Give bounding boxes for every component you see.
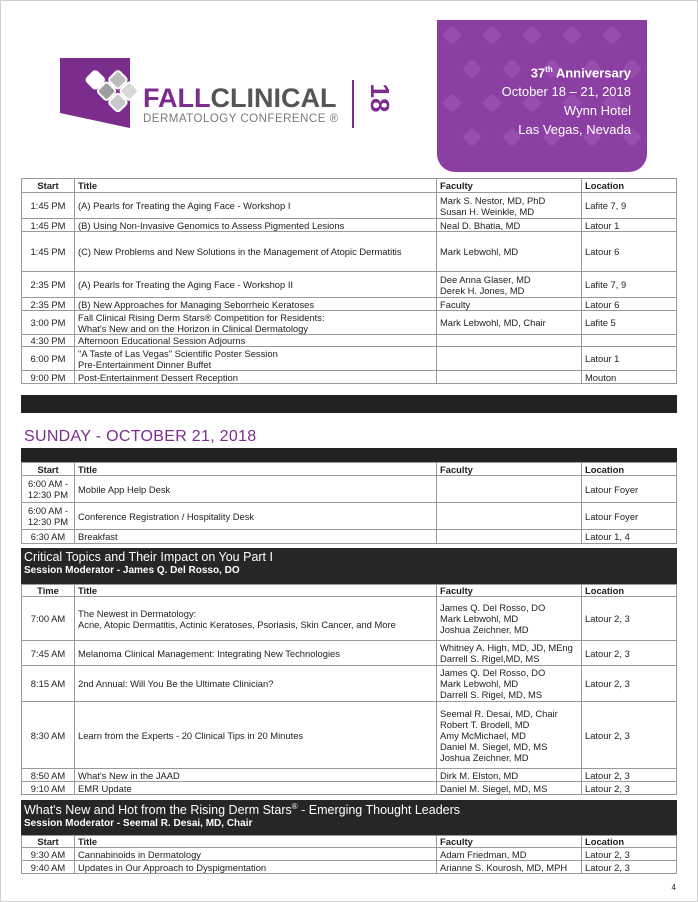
col-title: Title: [75, 179, 437, 193]
anniversary-sup: th: [545, 65, 553, 74]
session-header-rising-derm-stars: [21, 800, 677, 835]
cell-start: [22, 503, 75, 530]
cell-location: Latour 2, 3: [582, 597, 677, 641]
anniversary: [502, 60, 631, 82]
session1-schedule-table: [21, 584, 677, 795]
cell-faculty: [437, 335, 582, 347]
cell-start: [22, 335, 75, 347]
faculty-name: Mark Lebwohl, MD, Chair: [440, 317, 546, 328]
faculty-name: Mark Lebwohl, MD: [440, 678, 519, 689]
cell-start: [22, 219, 75, 232]
cell-title: [75, 371, 437, 384]
cell-start: [22, 371, 75, 384]
cell-title: [75, 311, 437, 335]
session-title-text: (B) New Approaches for Managing Seborrheic Keratoses: [78, 298, 315, 310]
session-title-text: What's New and on the Horizon in Clinical Dermatology: [78, 322, 309, 334]
table-row: [22, 861, 677, 874]
cell-location: Latour Foyer: [582, 476, 677, 503]
col-faculty: Faculty: [437, 585, 582, 597]
start-time: 7:00 AM: [30, 613, 66, 624]
start-time: 2:35 PM: [30, 279, 66, 290]
cell-faculty: [437, 371, 582, 384]
cell-faculty: [437, 782, 582, 795]
table-header-row: [22, 585, 677, 597]
session-title-sup: ®: [291, 802, 298, 811]
faculty-name: Whitney A. High, MD, JD, MEng: [440, 642, 573, 653]
cell-title: [75, 476, 437, 503]
faculty-name: Adam Friedman, MD: [440, 848, 527, 860]
table-row: [22, 219, 677, 232]
cell-faculty: [437, 702, 582, 769]
session-title-text: Conference Registration / Hospitality Desk: [78, 510, 255, 522]
cell-location: Lafite 7, 9: [582, 193, 677, 219]
col-start: Start: [22, 836, 75, 848]
cell-start: [22, 530, 75, 544]
cell-title: [75, 861, 437, 874]
session-title: Critical Topics and Their Impact on You Part I: [24, 550, 273, 564]
table-row: [22, 476, 677, 503]
session-title-text: Acne, Atopic Dermatitis, Actinic Keratoses, Psoriasis, Skin Cancer, and More: [78, 618, 396, 630]
table-row: [22, 311, 677, 335]
faculty-name: James Q. Del Rosso, DO: [440, 667, 546, 678]
faculty-name: James Q. Del Rosso, DO: [440, 602, 546, 613]
start-time: 9:00 PM: [30, 371, 66, 383]
anniversary-label: Anniversary: [552, 65, 631, 81]
cell-faculty: [437, 666, 582, 702]
faculty-name: Mark Lebwohl, MD: [440, 613, 519, 624]
table-row: [22, 597, 677, 641]
start-time: 1:45 PM: [30, 200, 66, 211]
cell-start: [22, 272, 75, 298]
cell-start: [22, 232, 75, 272]
session2-schedule-table: [21, 835, 677, 874]
session-title-text: (A) Pearls for Treating the Aging Face - Workshop II: [78, 279, 294, 290]
faculty-name: Dirk M. Elston, MD: [440, 769, 519, 781]
table-row: [22, 347, 677, 371]
table-row: [22, 848, 677, 861]
session-header-critical-topics: [21, 548, 677, 584]
session-title-text: Melanoma Clinical Management: Integrating New Technologies: [78, 647, 340, 659]
start-time: 4:30 PM: [30, 335, 66, 346]
cell-location: Latour 1: [582, 347, 677, 371]
cell-location: Mouton: [582, 371, 677, 384]
table-row: [22, 769, 677, 782]
table-header-row: [22, 179, 677, 193]
faculty-name: Daniel M. Siegel, MD, MS: [440, 740, 548, 752]
col-time: Time: [22, 585, 75, 597]
cell-start: [22, 782, 75, 795]
cell-title: [75, 848, 437, 861]
saturday-schedule-table: [21, 178, 677, 384]
cell-start: [22, 641, 75, 666]
start-time: 3:00 PM: [30, 317, 66, 328]
faculty-name: Mark Lebwohl, MD: [440, 246, 519, 257]
start-time: 6:00 AM -: [27, 478, 69, 489]
start-time: 1:45 PM: [30, 219, 66, 231]
session-title-text: Fall Clinical Rising Derm Stars® Competition for Residents:: [78, 311, 325, 323]
session-title-text: EMR Update: [78, 782, 132, 794]
cell-location: Latour 2, 3: [582, 782, 677, 795]
cell-location: Latour 1, 4: [582, 530, 677, 544]
faculty-name: Arianne S. Kourosh, MD, MPH: [440, 861, 568, 873]
anniversary-num: 37: [530, 65, 546, 81]
start-time: 9:30 AM: [30, 848, 66, 860]
table-row: [22, 530, 677, 544]
cell-location: [582, 335, 677, 347]
cell-start: [22, 347, 75, 371]
table-row: [22, 371, 677, 384]
banner-text: [502, 60, 631, 139]
col-title: Title: [75, 463, 437, 476]
cell-location: Latour 1: [582, 219, 677, 232]
faculty-name: Amy McMichael, MD: [440, 729, 526, 741]
cell-location: Latour 2, 3: [582, 861, 677, 874]
start-time: 9:10 AM: [30, 782, 66, 794]
brand-divider: [352, 80, 354, 128]
cell-location: Latour 2, 3: [582, 666, 677, 702]
cell-start: [22, 861, 75, 874]
col-title: Title: [75, 585, 437, 597]
col-location: Location: [582, 179, 677, 193]
faculty-name: Neal D. Bhatia, MD: [440, 219, 521, 231]
brand-mark: ®: [329, 113, 339, 125]
table-header-row: [22, 463, 677, 476]
col-faculty: Faculty: [437, 836, 582, 848]
cell-faculty: [437, 597, 582, 641]
table-row: [22, 641, 677, 666]
cell-title: [75, 641, 437, 666]
faculty-name: Derek H. Jones, MD: [440, 284, 525, 296]
event-venue: Wynn Hotel: [563, 103, 631, 119]
cell-start: [22, 769, 75, 782]
cell-title: [75, 193, 437, 219]
cell-title: [75, 782, 437, 795]
faculty-name: Mark S. Nestor, MD, PhD: [440, 194, 546, 206]
cell-location: Latour Foyer: [582, 503, 677, 530]
col-faculty: Faculty: [437, 179, 582, 193]
start-time: 12:30 PM: [27, 516, 69, 527]
cell-faculty: [437, 219, 582, 232]
cell-title: [75, 702, 437, 769]
session-title-text: 2nd Annual: Will You Be the Ultimate Clinician?: [78, 678, 274, 689]
start-time: 8:50 AM: [30, 769, 66, 781]
cell-faculty: [437, 769, 582, 782]
cell-faculty: [437, 503, 582, 530]
table-row: [22, 232, 677, 272]
cell-title: [75, 503, 437, 530]
session-title-b: - Emerging Thought Leaders: [297, 803, 461, 818]
cell-start: [22, 298, 75, 311]
col-location: Location: [582, 585, 677, 597]
col-location: Location: [582, 463, 677, 476]
session-title-text: Pre-Entertainment Dinner Buffet: [78, 358, 212, 370]
start-time: 12:30 PM: [27, 489, 69, 500]
session-title-text: Post-Entertainment Dessert Reception: [78, 371, 238, 383]
cell-start: [22, 476, 75, 503]
cell-faculty: [437, 476, 582, 503]
faculty-name: Joshua Zeichner, MD: [440, 624, 529, 635]
start-time: 1:45 PM: [30, 246, 66, 257]
cell-faculty: [437, 848, 582, 861]
cell-title: [75, 232, 437, 272]
cell-title: [75, 272, 437, 298]
session-title-text: What's New in the JAAD: [78, 769, 180, 781]
start-time: 6:00 AM -: [27, 505, 69, 516]
start-time: 9:40 AM: [30, 861, 66, 873]
brand-year: 18: [365, 83, 395, 113]
cell-location: Latour 2, 3: [582, 769, 677, 782]
session-title-text: Afternoon Educational Session Adjourns: [78, 335, 246, 346]
session-title: [21, 800, 677, 817]
session-title-text: Learn from the Experts - 20 Clinical Tips in 20 Minutes: [78, 729, 304, 741]
session-moderator: Session Moderator - James Q. Del Rosso, DO: [24, 565, 240, 576]
faculty-name: Daniel M. Siegel, MD, MS: [440, 782, 548, 794]
cell-title: [75, 219, 437, 232]
cell-title: [75, 597, 437, 641]
cell-faculty: [437, 861, 582, 874]
table-row: [22, 272, 677, 298]
cell-faculty: [437, 347, 582, 371]
cell-location: Lafite 5: [582, 311, 677, 335]
cell-start: [22, 597, 75, 641]
sunday-top-bar: [21, 448, 677, 462]
session-title-text: Breakfast: [78, 531, 118, 542]
session-title-text: Mobile App Help Desk: [78, 483, 171, 495]
brand-sub: DERMATOLOGY CONFERENCE: [143, 113, 326, 125]
section-divider-bar: [21, 395, 677, 413]
col-faculty: Faculty: [437, 463, 582, 476]
session-moderator: Session Moderator - Seemal R. Desai, MD, Chair: [24, 818, 253, 830]
session-title-text: (C) New Problems and New Solutions in the Management of Atopic Dermatitis: [78, 246, 402, 257]
faculty-name: Joshua Zeichner, MD: [440, 751, 529, 763]
cell-title: [75, 666, 437, 702]
session-title-text: (A) Pearls for Treating the Aging Face - Workshop I: [78, 200, 291, 211]
table-row: [22, 666, 677, 702]
cell-faculty: [437, 530, 582, 544]
cell-start: [22, 702, 75, 769]
cell-start: [22, 311, 75, 335]
session-title-text: The Newest in Dermatology:: [78, 607, 197, 619]
brand-clinical: CLINICAL: [210, 83, 337, 113]
start-time: 7:45 AM: [30, 647, 66, 659]
cell-title: [75, 347, 437, 371]
session-title-a: What's New and Hot from the Rising Derm Stars: [24, 803, 292, 818]
event-dates: October 18 – 21, 2018: [501, 84, 631, 100]
table-row: [22, 782, 677, 795]
table-row: [22, 702, 677, 769]
session-title-text: "A Taste of Las Vegas" Scientific Poster Session: [78, 347, 278, 359]
cell-start: [22, 193, 75, 219]
start-time: 2:35 PM: [30, 298, 66, 310]
table-row: [22, 193, 677, 219]
col-location: Location: [582, 836, 677, 848]
sunday-schedule-table: [21, 462, 677, 544]
cell-location: Latour 6: [582, 298, 677, 311]
faculty-name: Susan H. Weinkle, MD: [440, 205, 535, 217]
cell-title: [75, 335, 437, 347]
cell-location: Latour 2, 3: [582, 702, 677, 769]
cell-title: [75, 298, 437, 311]
cell-location: Latour 2, 3: [582, 848, 677, 861]
cell-location: Latour 6: [582, 232, 677, 272]
faculty-name: Robert T. Brodell, MD: [440, 718, 530, 730]
cell-title: [75, 530, 437, 544]
table-row: [22, 298, 677, 311]
day-heading-sunday: SUNDAY - OCTOBER 21, 2018: [24, 428, 257, 445]
table-row: [22, 335, 677, 347]
faculty-name: Seemal R. Desai, MD, Chair: [440, 707, 558, 719]
cell-location: Latour 2, 3: [582, 641, 677, 666]
event-banner: [437, 20, 647, 172]
col-start: Start: [22, 463, 75, 476]
table-row: [22, 503, 677, 530]
cell-faculty: [437, 641, 582, 666]
session-title-text: Cannabinoids in Dermatology: [78, 848, 201, 860]
session-title-text: Updates in Our Approach to Dyspigmentation: [78, 861, 267, 873]
start-time: 6:30 AM: [30, 531, 66, 542]
cell-faculty: [437, 311, 582, 335]
table-header-row: [22, 836, 677, 848]
start-time: 8:15 AM: [30, 678, 66, 689]
cell-location: Lafite 7, 9: [582, 272, 677, 298]
cell-faculty: [437, 298, 582, 311]
brand-fall: FALL: [143, 83, 211, 113]
cell-title: [75, 769, 437, 782]
cell-start: [22, 848, 75, 861]
start-time: 6:00 PM: [30, 353, 66, 364]
page-number: 4: [671, 883, 676, 892]
cell-faculty: [437, 193, 582, 219]
session-title-text: (B) Using Non-Invasive Genomics to Assess Pigmented Lesions: [78, 219, 345, 231]
faculty-name: Faculty: [440, 298, 471, 310]
start-time: 8:30 AM: [30, 729, 66, 741]
cell-faculty: [437, 272, 582, 298]
cell-faculty: [437, 232, 582, 272]
event-city: Las Vegas, Nevada: [518, 122, 631, 138]
faculty-name: Dee Anna Glaser, MD: [440, 273, 531, 285]
col-title: Title: [75, 836, 437, 848]
col-start: Start: [22, 179, 75, 193]
brand-wordmark: [143, 84, 339, 125]
cell-start: [22, 666, 75, 702]
faculty-name: Darrell S. Rigel,MD, MS: [440, 653, 540, 664]
faculty-name: Darrell S. Rigel, MD, MS: [440, 689, 543, 700]
